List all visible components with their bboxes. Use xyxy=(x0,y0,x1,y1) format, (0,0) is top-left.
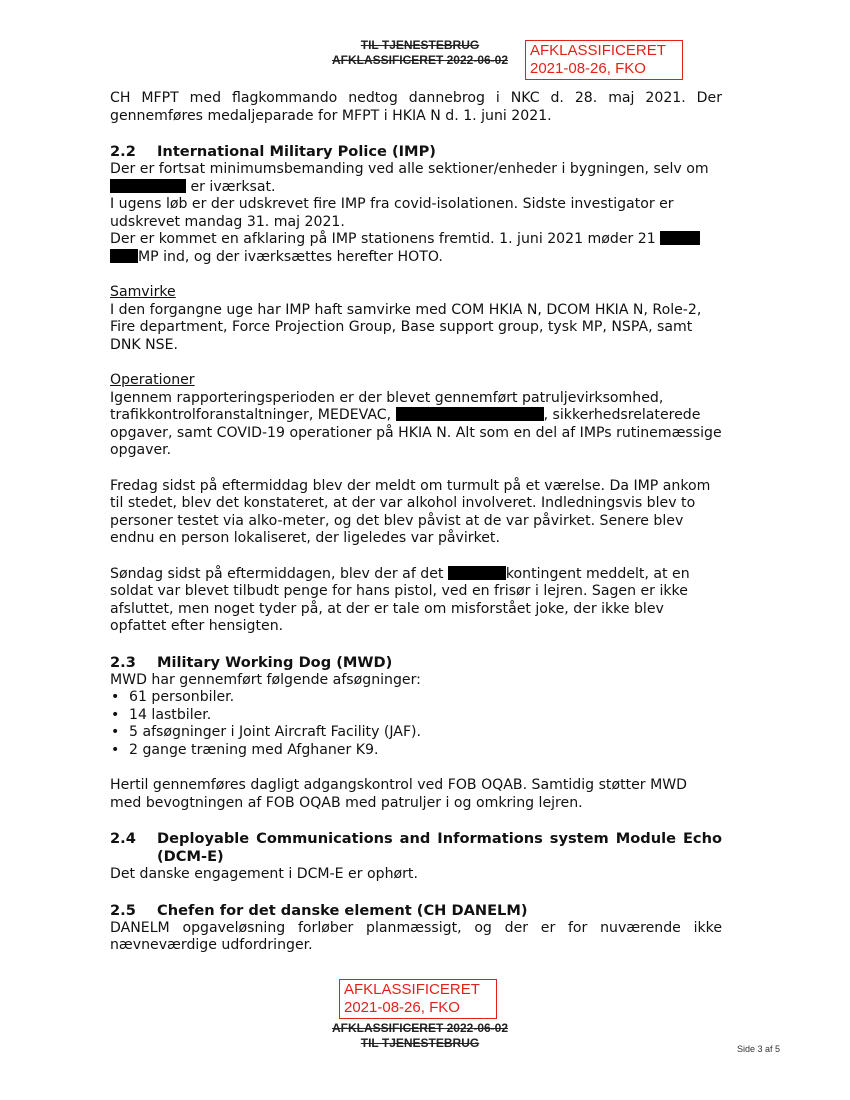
list-item: • 2 gange træning med Afghaner K9. xyxy=(110,742,722,760)
samvirke-text: I den forgangne uge har IMP haft samvirke med COM HKIA N, DCOM HKIA N, Role-2, Fire department, Force Projection Group, Base support group, tysk MP, NSPA, samt DNK NSE. xyxy=(110,301,702,353)
document-body xyxy=(110,90,722,955)
section-2-5-heading xyxy=(110,902,722,920)
dcme-text: Det danske engagement i DCM-E er ophørt. xyxy=(110,866,418,882)
redaction-block xyxy=(660,231,700,245)
section-number: 2.3 xyxy=(110,653,136,671)
section-number: 2.5 xyxy=(110,901,136,919)
mwd-list xyxy=(110,689,722,759)
redaction-block xyxy=(110,179,186,193)
footer-classification: TIL TJENESTEBRUG xyxy=(360,1036,480,1050)
header-classification: TIL TJENESTEBRUG xyxy=(360,38,480,52)
section-number: 2.4 xyxy=(110,830,136,847)
imp-paragraph-2: I ugens løb er der udskrevet fire IMP fra covid-isolationen. Sidste investigator er udskrevet mandag 31. maj 2021. xyxy=(110,196,674,230)
stamp-label: AFKLASSIFICERET xyxy=(344,981,480,998)
redaction-block xyxy=(110,249,138,263)
samvirke-heading: Samvirke xyxy=(110,284,176,300)
section-title: Military Working Dog (MWD) xyxy=(157,653,393,671)
redaction-block xyxy=(448,566,506,580)
danelm-text: DANELM opgaveløsning forløber planmæssigt, og der er for nuværende ikke nævneværdige udfordringer. xyxy=(110,919,722,953)
mwd-intro: MWD har gennemført følgende afsøgninger: xyxy=(110,671,421,688)
stamp-date: 2021-08-26, FKO xyxy=(344,999,460,1016)
list-item: • 5 afsøgninger i Joint Aircraft Facility (JAF). xyxy=(110,724,722,742)
list-item: • 61 personbiler. xyxy=(110,689,722,707)
footer-declassified-date: AFKLASSIFICERET 2022-06-02 xyxy=(331,1021,509,1035)
operationer-paragraph-1: Igennem rapporteringsperioden er der blevet gennemført patruljevirksomhed, trafikkontrolforanstaltninger, MEDEVAC, , sikkerhedsrelaterede opgaver, samt COVID-19 operationer på HKIA N. Alt som en del af IMPs rutinemæssige opgaver. xyxy=(110,389,722,458)
declassification-stamp-bottom xyxy=(339,979,497,1019)
section-2-2-heading xyxy=(110,143,722,161)
header-declassified-date: AFKLASSIFICERET 2022-06-02 xyxy=(331,53,509,67)
stamp-label: AFKLASSIFICERET xyxy=(530,42,666,59)
section-2-3-heading xyxy=(110,654,722,672)
imp-paragraph-1: Der er fortsat minimumsbemanding ved alle sektioner/enheder i bygningen, selv om er iværksat. xyxy=(110,161,709,195)
list-item: • 14 lastbiler. xyxy=(110,707,722,725)
operationer-paragraph-3: Søndag sidst på eftermiddagen, blev der af det kontingent meddelt, at en soldat var blevet tilbudt penge for hans pistol, ved en frisør i lejren. Sagen er ikke afsluttet, men noget tyder på, at der er tale om misforstået joke, der ikke blev opfattet efter hensigten. xyxy=(110,565,690,634)
stamp-date: 2021-08-26, FKO xyxy=(530,60,646,77)
redaction-block xyxy=(396,407,544,421)
section-title: International Military Police (IMP) xyxy=(157,143,436,160)
declassification-stamp-top xyxy=(525,40,683,80)
section-2-4-heading xyxy=(110,830,722,866)
page-number: Side 3 af 5 xyxy=(736,1044,780,1054)
imp-paragraph-3: Der er kommet en afklaring på IMP stationens fremtid. 1. juni 2021 møder 21 MP ind, og der iværksættes herefter HOTO. xyxy=(110,231,722,266)
operationer-heading: Operationer xyxy=(110,372,195,388)
section-number: 2.2 xyxy=(110,143,136,160)
mwd-paragraph-2: Hertil gennemføres dagligt adgangskontrol ved FOB OQAB. Samtidig støtter MWD med bevogtningen af FOB OQAB med patruljer i og omkring lejren. xyxy=(110,777,688,811)
operationer-paragraph-2: Fredag sidst på eftermiddag blev der meldt om turmult på et værelse. Da IMP ankom til stedet, blev det konstateret, at der var alkohol involveret. Indledningsvis blev to personer testet via alko-meter, og det blev påvist at de var påvirket. Senere blev endnu en person lokaliseret, der ligeledes var påvirket. xyxy=(110,477,711,546)
intro-paragraph: CH MFPT med flagkommando nedtog dannebrog i NKC d. 28. maj 2021. Der gennemføres medaljeparade for MFPT i HKIA N d. 1. juni 2021. xyxy=(110,90,722,124)
section-title: Chefen for det danske element (CH DANELM) xyxy=(157,901,528,919)
section-title: Deployable Communications and Informations system Module Echo (DCM-E) xyxy=(157,830,722,865)
